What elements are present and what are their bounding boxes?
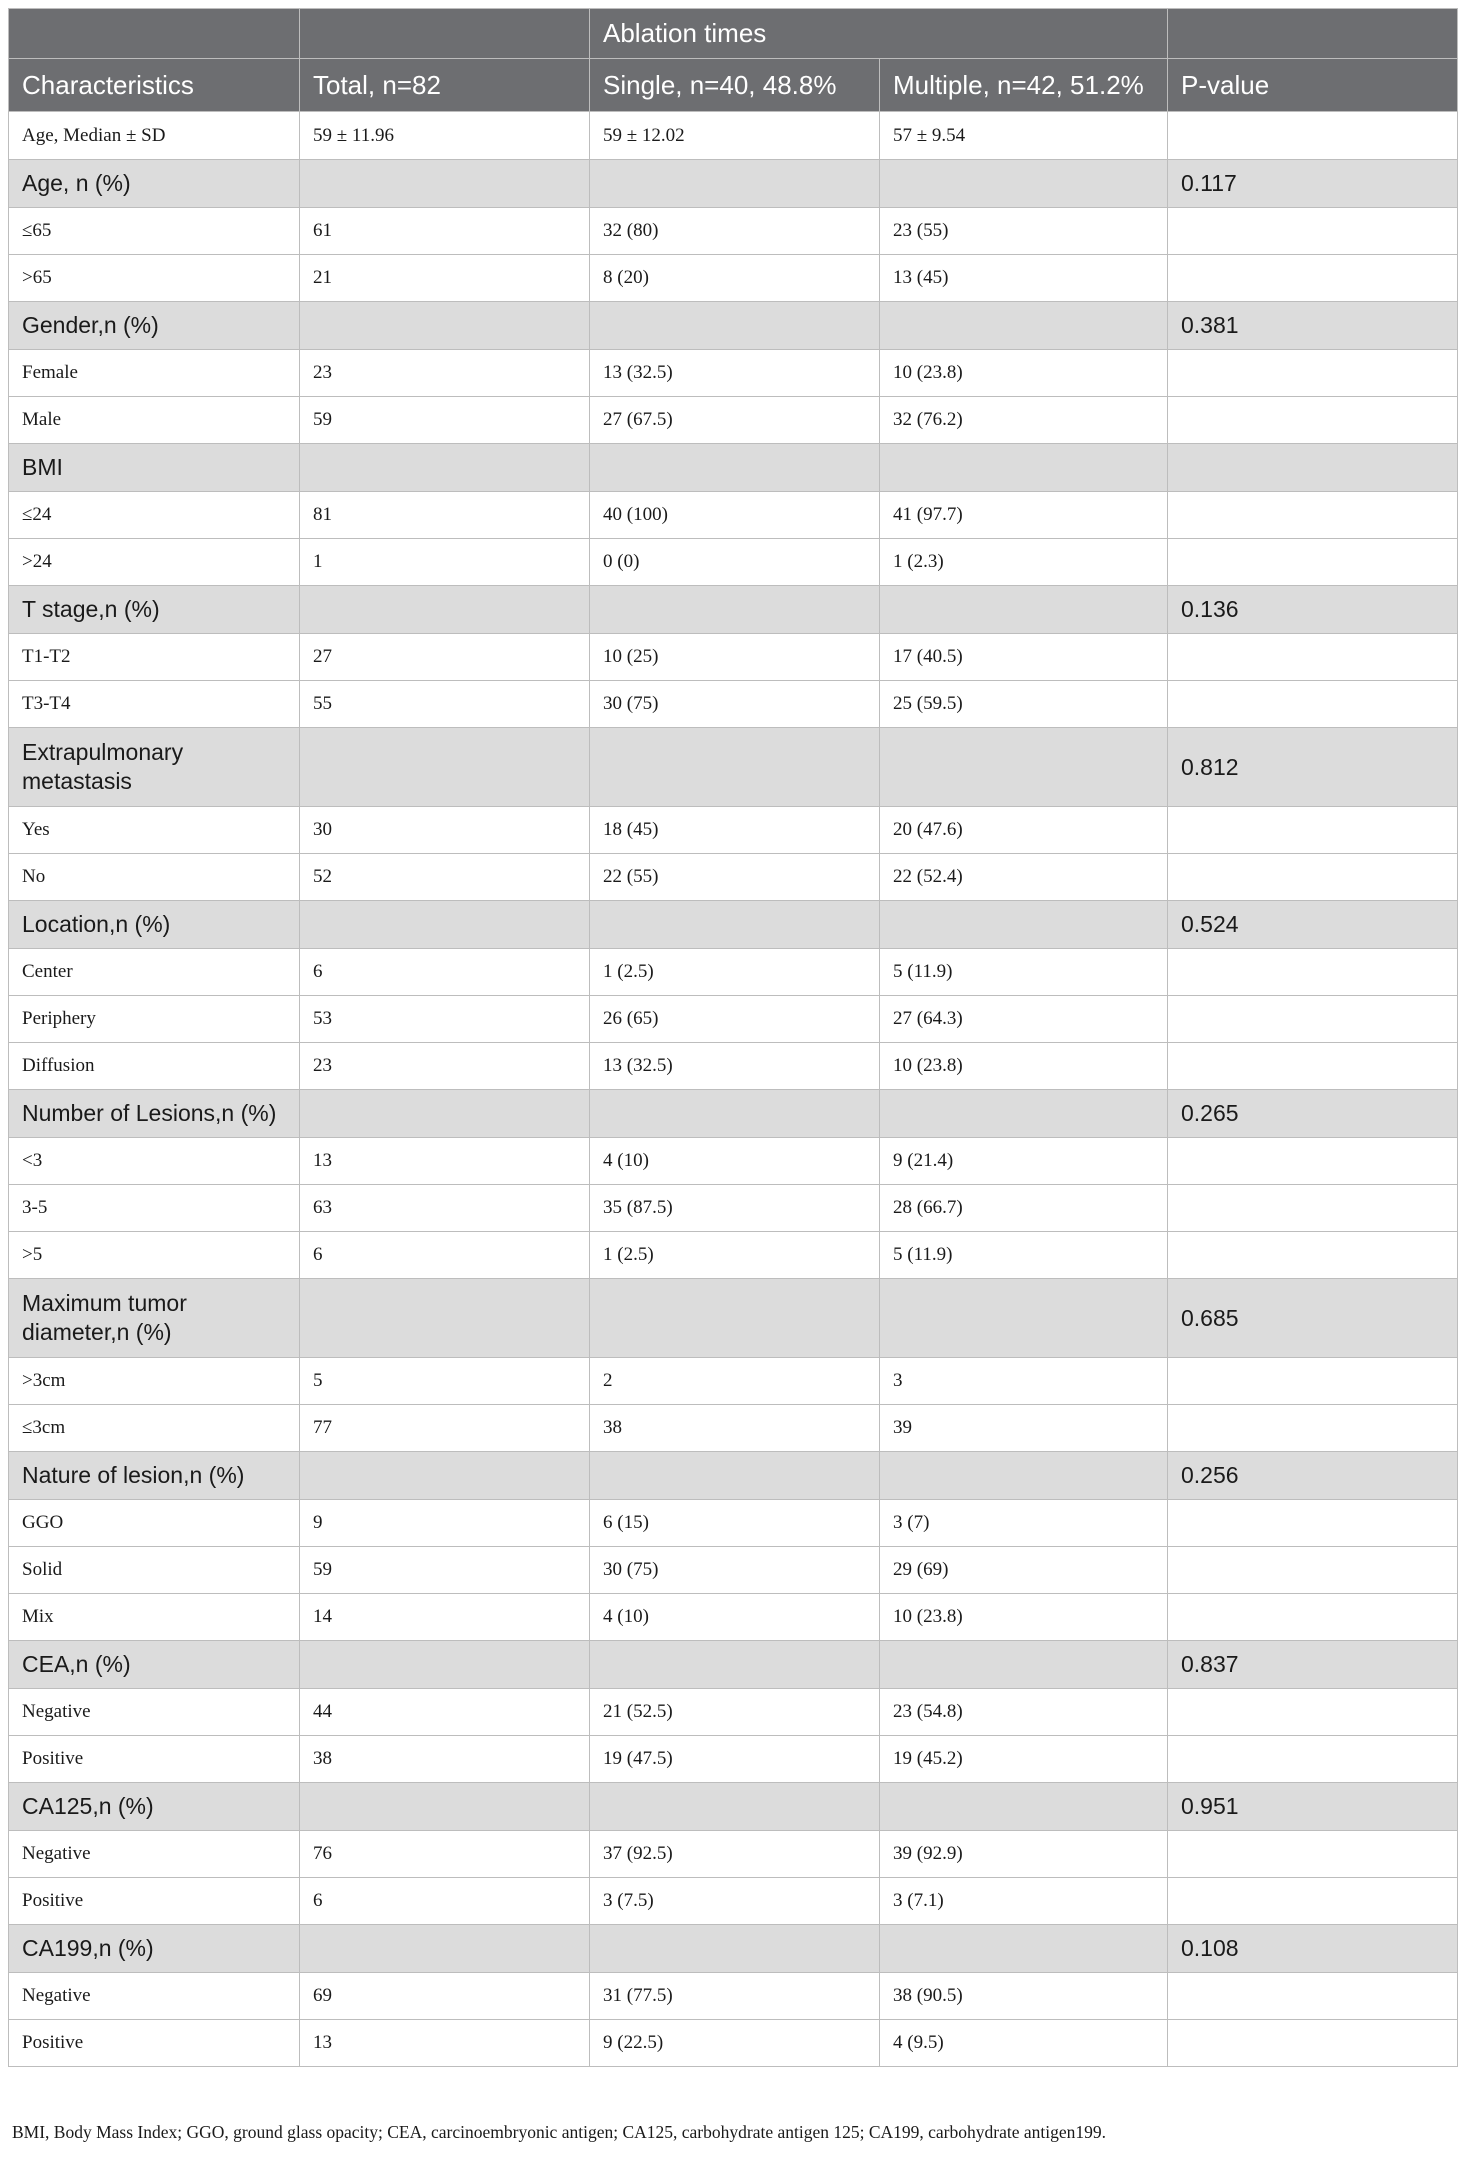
table-row bbox=[9, 807, 1458, 854]
group-row bbox=[9, 728, 1458, 807]
cell-total: 61 bbox=[300, 208, 590, 255]
cell-label: Periphery bbox=[9, 996, 300, 1043]
table-row bbox=[9, 996, 1458, 1043]
cell-total: 27 bbox=[300, 634, 590, 681]
cell-multiple: 1 (2.3) bbox=[880, 539, 1168, 586]
table-row bbox=[9, 1973, 1458, 2020]
table-row bbox=[9, 681, 1458, 728]
cell-p-value bbox=[1168, 255, 1458, 302]
cell-label: Negative bbox=[9, 1973, 300, 2020]
cell-single: 37 (92.5) bbox=[590, 1831, 880, 1878]
cell-multiple bbox=[880, 1641, 1168, 1689]
cell-single: 4 (10) bbox=[590, 1594, 880, 1641]
cell-multiple bbox=[880, 444, 1168, 492]
cell-p-value bbox=[1168, 1878, 1458, 1925]
cell-p-value bbox=[1168, 1973, 1458, 2020]
cell-multiple: 19 (45.2) bbox=[880, 1736, 1168, 1783]
table-row bbox=[9, 854, 1458, 901]
cell-label: Maximum tumor diameter,n (%) bbox=[9, 1279, 300, 1358]
cell-single bbox=[590, 444, 880, 492]
table-footnote: BMI, Body Mass Index; GGO, ground glass opacity; CEA, carcinoembryonic antigen; CA125, carbohydrate antigen 125; CA199, carbohydrate antigen199. bbox=[12, 2122, 1106, 2142]
cell-multiple: 10 (23.8) bbox=[880, 1594, 1168, 1641]
cell-multiple: 10 (23.8) bbox=[880, 350, 1168, 397]
group-row bbox=[9, 160, 1458, 208]
group-row bbox=[9, 1783, 1458, 1831]
cell-p-value bbox=[1168, 1547, 1458, 1594]
cell-single: 10 (25) bbox=[590, 634, 880, 681]
cell-p-value bbox=[1168, 681, 1458, 728]
header-row-top bbox=[9, 9, 1458, 59]
cell-total: 38 bbox=[300, 1736, 590, 1783]
cell-label: Number of Lesions,n (%) bbox=[9, 1090, 300, 1138]
group-row bbox=[9, 1279, 1458, 1358]
cell-multiple: 39 (92.9) bbox=[880, 1831, 1168, 1878]
cell-multiple: 3 (7.1) bbox=[880, 1878, 1168, 1925]
cell-single: 26 (65) bbox=[590, 996, 880, 1043]
cell-total bbox=[300, 1925, 590, 1973]
cell-total: 44 bbox=[300, 1689, 590, 1736]
cell-p-value bbox=[1168, 208, 1458, 255]
cell-label: Nature of lesion,n (%) bbox=[9, 1452, 300, 1500]
cell-single bbox=[590, 901, 880, 949]
cell-single: 6 (15) bbox=[590, 1500, 880, 1547]
header-row-bottom bbox=[9, 59, 1458, 112]
cell-total: 59 bbox=[300, 397, 590, 444]
header-ablation-times: Ablation times bbox=[590, 9, 1168, 59]
cell-multiple: 23 (55) bbox=[880, 208, 1168, 255]
cell-single: 3 (7.5) bbox=[590, 1878, 880, 1925]
cell-multiple bbox=[880, 901, 1168, 949]
header-single: Single, n=40, 48.8% bbox=[590, 59, 880, 112]
cell-multiple bbox=[880, 160, 1168, 208]
cell-p-value: 0.117 bbox=[1168, 160, 1458, 208]
header-total: Total, n=82 bbox=[300, 59, 590, 112]
cell-p-value bbox=[1168, 112, 1458, 160]
cell-multiple: 28 (66.7) bbox=[880, 1185, 1168, 1232]
cell-p-value: 0.108 bbox=[1168, 1925, 1458, 1973]
cell-p-value bbox=[1168, 1500, 1458, 1547]
cell-p-value bbox=[1168, 539, 1458, 586]
cell-single: 1 (2.5) bbox=[590, 1232, 880, 1279]
cell-multiple bbox=[880, 302, 1168, 350]
cell-total: 63 bbox=[300, 1185, 590, 1232]
cell-total: 14 bbox=[300, 1594, 590, 1641]
cell-single: 35 (87.5) bbox=[590, 1185, 880, 1232]
cell-label: CA125,n (%) bbox=[9, 1783, 300, 1831]
cell-multiple: 29 (69) bbox=[880, 1547, 1168, 1594]
cell-p-value: 0.265 bbox=[1168, 1090, 1458, 1138]
cell-single: 30 (75) bbox=[590, 681, 880, 728]
header-blank-characteristics bbox=[9, 9, 300, 59]
cell-p-value bbox=[1168, 1689, 1458, 1736]
cell-total bbox=[300, 901, 590, 949]
header-characteristics: Characteristics bbox=[9, 59, 300, 112]
table-row bbox=[9, 1043, 1458, 1090]
cell-label: Age, Median ± SD bbox=[9, 112, 300, 160]
table-row bbox=[9, 1185, 1458, 1232]
header-blank-pvalue bbox=[1168, 9, 1458, 59]
cell-total bbox=[300, 1783, 590, 1831]
cell-multiple: 10 (23.8) bbox=[880, 1043, 1168, 1090]
group-row bbox=[9, 302, 1458, 350]
cell-p-value: 0.381 bbox=[1168, 302, 1458, 350]
cell-total: 13 bbox=[300, 2020, 590, 2067]
cell-total bbox=[300, 586, 590, 634]
cell-p-value bbox=[1168, 2020, 1458, 2067]
cell-single: 22 (55) bbox=[590, 854, 880, 901]
cell-total: 55 bbox=[300, 681, 590, 728]
cell-single: 38 bbox=[590, 1405, 880, 1452]
cell-label: BMI bbox=[9, 444, 300, 492]
cell-total: 6 bbox=[300, 949, 590, 996]
cell-p-value bbox=[1168, 1405, 1458, 1452]
cell-multiple bbox=[880, 1783, 1168, 1831]
cell-total: 59 ± 11.96 bbox=[300, 112, 590, 160]
cell-single bbox=[590, 1452, 880, 1500]
cell-single: 27 (67.5) bbox=[590, 397, 880, 444]
cell-multiple: 4 (9.5) bbox=[880, 2020, 1168, 2067]
group-row bbox=[9, 1090, 1458, 1138]
cell-multiple bbox=[880, 728, 1168, 807]
cell-total bbox=[300, 160, 590, 208]
cell-label: Positive bbox=[9, 1878, 300, 1925]
cell-label: Negative bbox=[9, 1689, 300, 1736]
table-row bbox=[9, 112, 1458, 160]
cell-total: 9 bbox=[300, 1500, 590, 1547]
cell-p-value: 0.951 bbox=[1168, 1783, 1458, 1831]
cell-label: Diffusion bbox=[9, 1043, 300, 1090]
cell-multiple: 27 (64.3) bbox=[880, 996, 1168, 1043]
cell-multiple bbox=[880, 1925, 1168, 1973]
table-header bbox=[9, 9, 1458, 112]
cell-label: Positive bbox=[9, 2020, 300, 2067]
cell-p-value bbox=[1168, 1185, 1458, 1232]
cell-label: CEA,n (%) bbox=[9, 1641, 300, 1689]
cell-p-value: 0.685 bbox=[1168, 1279, 1458, 1358]
cell-multiple: 13 (45) bbox=[880, 255, 1168, 302]
cell-single: 18 (45) bbox=[590, 807, 880, 854]
cell-multiple: 38 (90.5) bbox=[880, 1973, 1168, 2020]
cell-p-value bbox=[1168, 1736, 1458, 1783]
cell-label: ≤65 bbox=[9, 208, 300, 255]
cell-single bbox=[590, 302, 880, 350]
group-row bbox=[9, 1641, 1458, 1689]
cell-total bbox=[300, 1279, 590, 1358]
table-row bbox=[9, 2020, 1458, 2067]
cell-label: Male bbox=[9, 397, 300, 444]
characteristics-table bbox=[8, 8, 1458, 2067]
cell-multiple: 3 bbox=[880, 1358, 1168, 1405]
cell-label: T stage,n (%) bbox=[9, 586, 300, 634]
table-row bbox=[9, 255, 1458, 302]
cell-p-value bbox=[1168, 634, 1458, 681]
cell-label: Negative bbox=[9, 1831, 300, 1878]
cell-label: Solid bbox=[9, 1547, 300, 1594]
cell-multiple: 57 ± 9.54 bbox=[880, 112, 1168, 160]
cell-single: 4 (10) bbox=[590, 1138, 880, 1185]
cell-label: Extrapulmonary metastasis bbox=[9, 728, 300, 807]
cell-p-value: 0.837 bbox=[1168, 1641, 1458, 1689]
cell-multiple: 25 (59.5) bbox=[880, 681, 1168, 728]
cell-p-value bbox=[1168, 1232, 1458, 1279]
cell-multiple: 23 (54.8) bbox=[880, 1689, 1168, 1736]
cell-multiple: 41 (97.7) bbox=[880, 492, 1168, 539]
cell-p-value bbox=[1168, 1138, 1458, 1185]
cell-total: 23 bbox=[300, 1043, 590, 1090]
cell-p-value bbox=[1168, 444, 1458, 492]
group-row bbox=[9, 1452, 1458, 1500]
cell-multiple: 32 (76.2) bbox=[880, 397, 1168, 444]
table-row bbox=[9, 1594, 1458, 1641]
cell-single: 32 (80) bbox=[590, 208, 880, 255]
cell-multiple bbox=[880, 586, 1168, 634]
cell-multiple bbox=[880, 1090, 1168, 1138]
table-row bbox=[9, 1500, 1458, 1547]
cell-total: 69 bbox=[300, 1973, 590, 2020]
cell-total: 6 bbox=[300, 1878, 590, 1925]
cell-single bbox=[590, 1090, 880, 1138]
cell-single: 0 (0) bbox=[590, 539, 880, 586]
cell-label: >24 bbox=[9, 539, 300, 586]
cell-single: 13 (32.5) bbox=[590, 350, 880, 397]
cell-total: 1 bbox=[300, 539, 590, 586]
cell-label: Location,n (%) bbox=[9, 901, 300, 949]
cell-single: 30 (75) bbox=[590, 1547, 880, 1594]
table-body bbox=[9, 112, 1458, 2067]
cell-single bbox=[590, 1925, 880, 1973]
cell-multiple: 9 (21.4) bbox=[880, 1138, 1168, 1185]
header-multiple: Multiple, n=42, 51.2% bbox=[880, 59, 1168, 112]
cell-total: 21 bbox=[300, 255, 590, 302]
cell-multiple: 17 (40.5) bbox=[880, 634, 1168, 681]
table-row bbox=[9, 1138, 1458, 1185]
cell-p-value: 0.256 bbox=[1168, 1452, 1458, 1500]
cell-single: 40 (100) bbox=[590, 492, 880, 539]
cell-p-value bbox=[1168, 854, 1458, 901]
cell-single: 9 (22.5) bbox=[590, 2020, 880, 2067]
cell-single: 59 ± 12.02 bbox=[590, 112, 880, 160]
cell-single: 19 (47.5) bbox=[590, 1736, 880, 1783]
table-row bbox=[9, 492, 1458, 539]
cell-label: Gender,n (%) bbox=[9, 302, 300, 350]
group-row bbox=[9, 586, 1458, 634]
cell-multiple: 20 (47.6) bbox=[880, 807, 1168, 854]
cell-label: Female bbox=[9, 350, 300, 397]
cell-p-value bbox=[1168, 350, 1458, 397]
cell-total bbox=[300, 1090, 590, 1138]
table-row bbox=[9, 949, 1458, 996]
cell-total: 30 bbox=[300, 807, 590, 854]
table-row bbox=[9, 1689, 1458, 1736]
cell-single bbox=[590, 160, 880, 208]
cell-label: >65 bbox=[9, 255, 300, 302]
cell-label: Age, n (%) bbox=[9, 160, 300, 208]
cell-p-value: 0.812 bbox=[1168, 728, 1458, 807]
cell-p-value bbox=[1168, 996, 1458, 1043]
cell-single bbox=[590, 1783, 880, 1831]
header-p-value: P-value bbox=[1168, 59, 1458, 112]
cell-total: 76 bbox=[300, 1831, 590, 1878]
cell-multiple: 5 (11.9) bbox=[880, 1232, 1168, 1279]
table-row bbox=[9, 1405, 1458, 1452]
cell-single: 2 bbox=[590, 1358, 880, 1405]
header-blank-total bbox=[300, 9, 590, 59]
cell-p-value bbox=[1168, 807, 1458, 854]
cell-total: 59 bbox=[300, 1547, 590, 1594]
cell-label: T1-T2 bbox=[9, 634, 300, 681]
cell-multiple bbox=[880, 1452, 1168, 1500]
cell-single: 21 (52.5) bbox=[590, 1689, 880, 1736]
cell-label: No bbox=[9, 854, 300, 901]
cell-label: <3 bbox=[9, 1138, 300, 1185]
cell-total: 52 bbox=[300, 854, 590, 901]
group-row bbox=[9, 901, 1458, 949]
cell-label: Yes bbox=[9, 807, 300, 854]
cell-multiple: 22 (52.4) bbox=[880, 854, 1168, 901]
table-row bbox=[9, 208, 1458, 255]
table-row bbox=[9, 1232, 1458, 1279]
cell-single bbox=[590, 728, 880, 807]
cell-single bbox=[590, 1279, 880, 1358]
table-row bbox=[9, 1878, 1458, 1925]
cell-p-value bbox=[1168, 1043, 1458, 1090]
cell-single: 8 (20) bbox=[590, 255, 880, 302]
cell-single: 13 (32.5) bbox=[590, 1043, 880, 1090]
cell-p-value bbox=[1168, 1831, 1458, 1878]
group-row bbox=[9, 444, 1458, 492]
cell-single: 31 (77.5) bbox=[590, 1973, 880, 2020]
cell-total: 77 bbox=[300, 1405, 590, 1452]
cell-total bbox=[300, 444, 590, 492]
cell-total: 23 bbox=[300, 350, 590, 397]
cell-multiple: 5 (11.9) bbox=[880, 949, 1168, 996]
table-row bbox=[9, 539, 1458, 586]
cell-p-value bbox=[1168, 949, 1458, 996]
cell-single bbox=[590, 586, 880, 634]
cell-label: Positive bbox=[9, 1736, 300, 1783]
cell-p-value: 0.524 bbox=[1168, 901, 1458, 949]
group-row bbox=[9, 1925, 1458, 1973]
cell-multiple bbox=[880, 1279, 1168, 1358]
table-row bbox=[9, 1358, 1458, 1405]
cell-label: 3-5 bbox=[9, 1185, 300, 1232]
cell-label: >5 bbox=[9, 1232, 300, 1279]
cell-total: 53 bbox=[300, 996, 590, 1043]
cell-label: GGO bbox=[9, 1500, 300, 1547]
cell-total bbox=[300, 728, 590, 807]
cell-total: 6 bbox=[300, 1232, 590, 1279]
cell-total bbox=[300, 302, 590, 350]
cell-label: Center bbox=[9, 949, 300, 996]
cell-total bbox=[300, 1452, 590, 1500]
cell-total: 5 bbox=[300, 1358, 590, 1405]
cell-label: ≤24 bbox=[9, 492, 300, 539]
cell-p-value bbox=[1168, 397, 1458, 444]
table-row bbox=[9, 397, 1458, 444]
cell-label: CA199,n (%) bbox=[9, 1925, 300, 1973]
cell-label: >3cm bbox=[9, 1358, 300, 1405]
cell-label: ≤3cm bbox=[9, 1405, 300, 1452]
cell-total: 81 bbox=[300, 492, 590, 539]
table-row bbox=[9, 634, 1458, 681]
table-row bbox=[9, 1547, 1458, 1594]
cell-p-value: 0.136 bbox=[1168, 586, 1458, 634]
cell-label: T3-T4 bbox=[9, 681, 300, 728]
table-row bbox=[9, 1736, 1458, 1783]
cell-p-value bbox=[1168, 1358, 1458, 1405]
cell-total: 13 bbox=[300, 1138, 590, 1185]
cell-p-value bbox=[1168, 1594, 1458, 1641]
cell-single: 1 (2.5) bbox=[590, 949, 880, 996]
cell-multiple: 3 (7) bbox=[880, 1500, 1168, 1547]
cell-p-value bbox=[1168, 492, 1458, 539]
table-row bbox=[9, 350, 1458, 397]
table-row bbox=[9, 1831, 1458, 1878]
cell-multiple: 39 bbox=[880, 1405, 1168, 1452]
cell-total bbox=[300, 1641, 590, 1689]
cell-label: Mix bbox=[9, 1594, 300, 1641]
cell-single bbox=[590, 1641, 880, 1689]
